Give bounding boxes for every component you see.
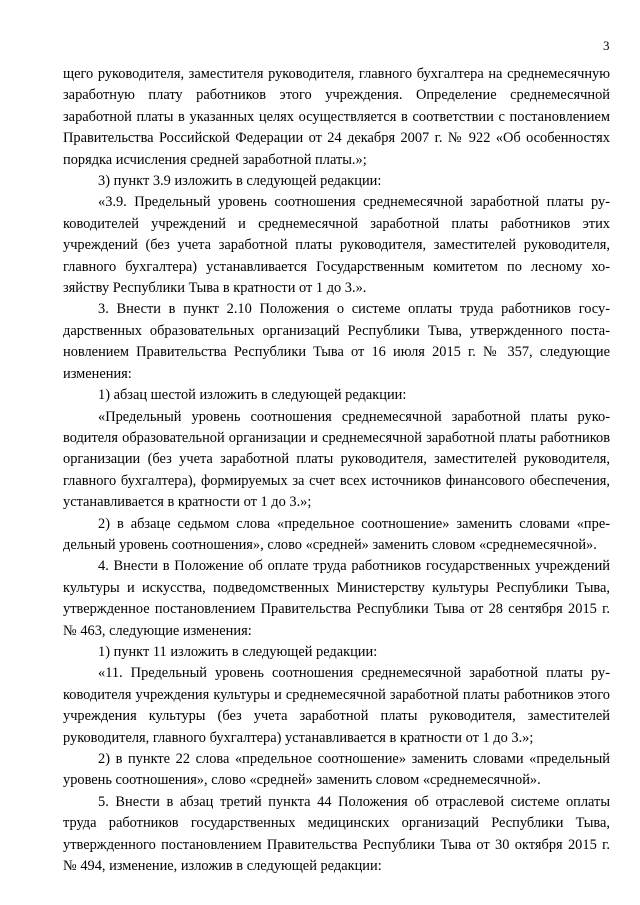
paragraph-section-4: 4. Внести в Положение об оплате труда работников государственных учреждений культуры и искусства, подведомственных Министерству культуры Республики Тыва, утвержденное постановлением Правительства Республики Тыва от 28 сентября 2015 г. № 463, следующие изменения:	[63, 558, 610, 639]
paragraph-quote-3-9: «3.9. Предельный уровень соотношения среднемесячной заработной платы руководителей учреждений и среднемесячной заработной платы работников этих учреждений (без учета заработной платы руководителя, заместителей руководителя, главного бухгалтера) устанавливается Государственным комитетом по лесному хозяйству Республики Тыва в кратности от 1 до 3.».	[63, 194, 610, 297]
document-body	[63, 64, 610, 877]
paragraph-item-3: 3) пункт 3.9 изложить в следующей редакции:	[98, 173, 382, 190]
paragraph-continuation: щего руководителя, заместителя руководителя, главного бухгалтера на среднемесячную заработную плату работников этого учреждения. Определение среднемесячной заработной платы в указанных целях осуществляется в соответствии с постановлением Правительства Российской Федерации от 24 декабря 2007 г. № 922 «Об особенностях порядка исчисления средней заработной платы.»;	[63, 66, 610, 168]
page-number: 3	[603, 38, 610, 53]
paragraph-section-4-quote: «11. Предельный уровень соотношения среднемесячной заработной платы руководителя учреждения культуры и среднемесячной заработной платы работников этого учреждения культуры (без учета заработной платы руководителя, заместителей руководителя, главного бухгалтера) устанавливается в кратности от 1 до 3.»;	[63, 665, 610, 746]
paragraph-section-4-item-2: 2) в пункте 22 слова «предельное соотношение» заменить словами «предельный уровень соотношения», слово «средней» заменить словом «среднемесячной».	[63, 751, 610, 789]
paragraph-section-3: 3. Внести в пункт 2.10 Положения о системе оплаты труда работников государственных образовательных организаций Республики Тыва, утвержденного постановлением Правительства Республики Тыва от 16 июля 2015 г. № 357, следующие изменения:	[63, 301, 610, 382]
paragraph-section-3-item-2: 2) в абзаце седьмом слова «предельное соотношение» заменить словами «предельный уровень соотношения», слово «средней» заменить словом «среднемесячной».	[63, 515, 610, 553]
paragraph-section-5: 5. Внести в абзац третий пункта 44 Положения об отраслевой системе оплаты труда работников государственных медицинских организаций Республики Тыва, утвержденного постановлением Правительства Республики Тыва от 30 октября 2015 г. № 494, изменение, изложив в следующей редакции:	[63, 793, 610, 875]
paragraph-section-4-item-1: 1) пункт 11 изложить в следующей редакции:	[98, 643, 378, 660]
paragraph-section-3-quote: «Предельный уровень соотношения среднемесячной заработной платы руководителя образовательной организации и среднемесячной заработной платы работников организации (без учета заработной платы руководителя, заместителей руководителя, главного бухгалтера), формируемых за счет всех источников финансового обеспечения, устанавливается в кратности от 1 до 3.»;	[63, 408, 610, 511]
paragraph-section-3-item-1: 1) абзац шестой изложить в следующей редакции:	[98, 387, 407, 404]
